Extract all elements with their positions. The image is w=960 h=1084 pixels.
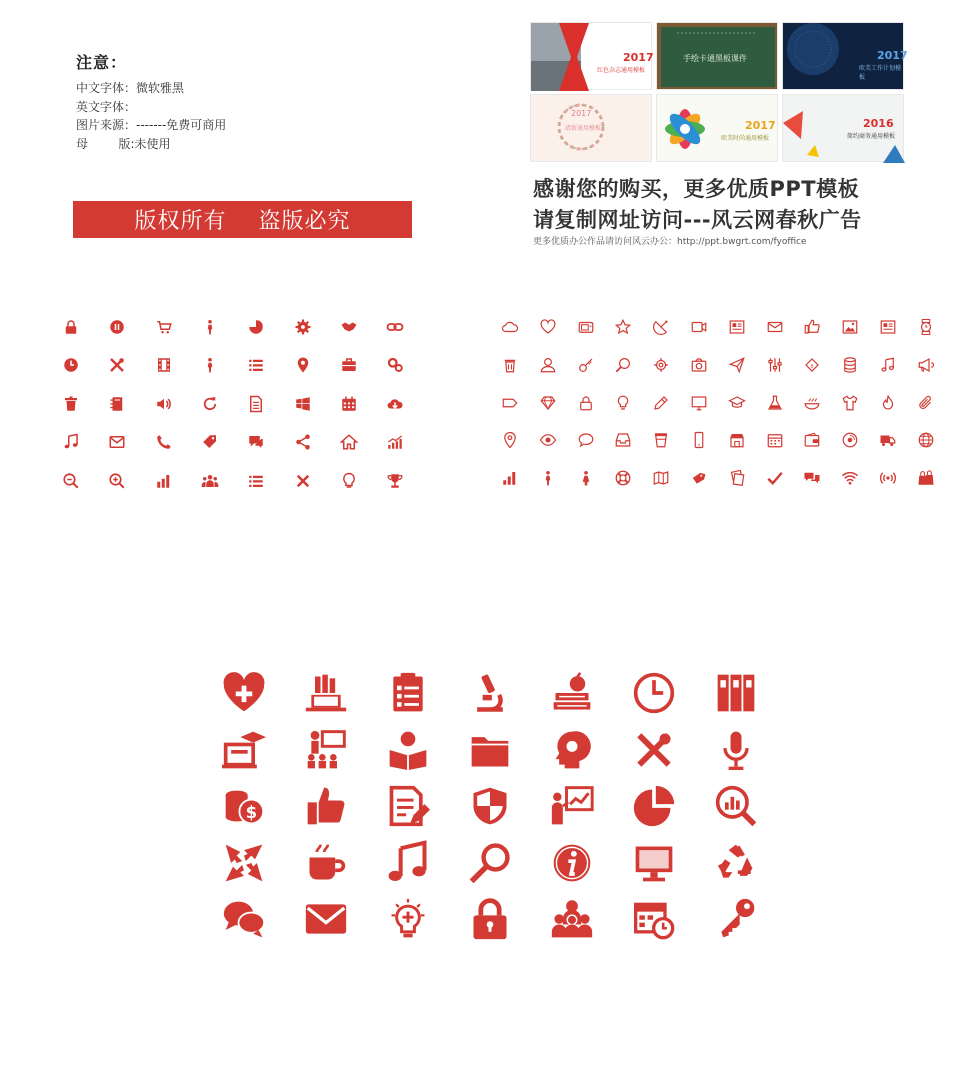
thumbs-up-icon <box>803 318 821 336</box>
camera-icon <box>690 356 708 374</box>
recycle-icon <box>714 841 758 885</box>
windows-icon <box>294 395 312 413</box>
price-tag-icon <box>690 469 708 487</box>
gear-icon <box>294 318 312 336</box>
man-icon <box>539 469 557 487</box>
heart-icon <box>539 318 557 336</box>
volume-icon <box>155 395 173 413</box>
lifebuoy-icon <box>614 469 632 487</box>
pencil-icon <box>652 394 670 412</box>
reader-icon <box>386 728 430 772</box>
phone-icon <box>155 433 173 451</box>
banner-right-text: 盗版必究 <box>258 209 351 234</box>
trophy-icon <box>386 472 404 490</box>
growth-chart-icon <box>386 433 404 451</box>
diamond-icon <box>539 394 557 412</box>
broadcast-icon <box>879 469 897 487</box>
user-icon <box>539 356 557 374</box>
thumbnail-year: 2017 <box>623 51 654 64</box>
shield-icon <box>468 784 512 828</box>
mail-icon <box>766 318 784 336</box>
home-icon <box>340 433 358 451</box>
template-thumbnails <box>530 22 908 163</box>
cup-icon <box>652 431 670 449</box>
image-icon <box>841 318 859 336</box>
group-icon <box>201 472 219 490</box>
tag-icon <box>501 394 519 412</box>
gears-icon <box>386 356 404 374</box>
bar-chart-icon <box>155 472 173 490</box>
clock-icon <box>62 356 80 374</box>
graduation-icon <box>728 394 746 412</box>
calendar-icon <box>766 431 784 449</box>
send-icon <box>728 356 746 374</box>
cart-icon <box>155 318 173 336</box>
disc-icon <box>841 431 859 449</box>
handshake-icon <box>340 318 358 336</box>
info-icon <box>550 841 594 885</box>
analytics-search-icon <box>714 784 758 828</box>
thumbnail-title: 清新通用模板 <box>565 125 602 132</box>
graduate-laptop-icon <box>222 728 266 772</box>
thumbnail-year: 2016 <box>863 117 894 130</box>
phone-icon <box>690 431 708 449</box>
thumbnail-title: 红色杂志通用模板 <box>597 67 646 74</box>
store-icon <box>728 431 746 449</box>
tag-icon <box>201 433 219 451</box>
film-icon <box>155 356 173 374</box>
tools-icon <box>108 356 126 374</box>
thumbnail-title: 欧美工作计划模板 <box>859 65 902 81</box>
truck-icon <box>879 431 897 449</box>
note-master: 母 版:未使用 <box>76 136 171 151</box>
notes-panel <box>76 50 226 153</box>
tools-icon <box>632 728 676 772</box>
trash-icon <box>62 395 80 413</box>
svg-text:$: $ <box>810 363 815 370</box>
music-icon <box>62 433 80 451</box>
note-font-en: 英文字体： <box>76 99 137 114</box>
thumbnail-year: 2017 <box>745 119 776 132</box>
calendar-clock-icon <box>632 897 676 941</box>
megaphone-icon <box>917 356 935 374</box>
copyright-banner <box>73 201 412 238</box>
chat-icon <box>247 433 265 451</box>
thumbnail-title: 欧美时尚通用模板 <box>721 135 770 142</box>
key-icon <box>577 356 595 374</box>
thumbnail-year: 2017 <box>571 109 592 118</box>
briefcase-icon <box>340 356 358 374</box>
thumbnail-year: 2017 <box>877 49 908 62</box>
chat-bubbles-icon <box>803 469 821 487</box>
monitor-icon <box>632 841 676 885</box>
envelope-icon <box>304 897 348 941</box>
inbox-icon <box>614 431 632 449</box>
key-icon <box>714 897 758 941</box>
newspaper-icon <box>879 318 897 336</box>
thumbnail-floral[interactable] <box>530 94 652 162</box>
link-icon <box>386 318 404 336</box>
thumbnail-triangles[interactable] <box>782 94 904 162</box>
idea-bulb-icon <box>386 897 430 941</box>
document-icon <box>247 395 265 413</box>
coffee-icon <box>304 841 348 885</box>
monitor-icon <box>690 394 708 412</box>
mail-icon <box>108 433 126 451</box>
cloud-download-icon <box>386 395 404 413</box>
news-icon <box>728 318 746 336</box>
clipboard-icon <box>386 671 430 715</box>
thumbs-up-icon <box>304 784 348 828</box>
bar-chart-icon <box>501 469 519 487</box>
promo-line-1: 感谢您的购买，更多优质PPT模板 <box>533 177 860 201</box>
microphone-icon <box>714 728 758 772</box>
man-icon <box>201 356 219 374</box>
woman-icon <box>577 469 595 487</box>
tv-icon <box>577 318 595 336</box>
share-icon <box>294 433 312 451</box>
thumbnail-red-magazine[interactable] <box>530 22 652 90</box>
promo-text <box>533 175 913 247</box>
presentation-icon <box>550 784 594 828</box>
location-pin-icon <box>294 356 312 374</box>
cloud-icon <box>501 318 519 336</box>
bulb-icon <box>614 394 632 412</box>
thumbnail-title: 简约商务通用模板 <box>847 133 896 140</box>
document-edit-icon <box>386 784 430 828</box>
person-icon <box>201 318 219 336</box>
magnifier-icon <box>468 841 512 885</box>
padlock-icon <box>468 897 512 941</box>
notes-icon <box>728 469 746 487</box>
food-icon <box>803 394 821 412</box>
promo-url[interactable]: 更多优质办公作品请访问风云办公：http://ppt.bwgrt.com/fyoffice <box>533 237 807 247</box>
tshirt-icon <box>841 394 859 412</box>
teacher-class-icon <box>304 728 348 772</box>
database-icon <box>841 356 859 374</box>
coins-icon <box>222 784 266 828</box>
star-icon <box>614 318 632 336</box>
lock-icon <box>62 318 80 336</box>
globe-icon <box>917 431 935 449</box>
sliders-icon <box>766 356 784 374</box>
zoom-in-icon <box>108 472 126 490</box>
notes-title: 注意： <box>76 53 128 72</box>
location-icon <box>501 431 519 449</box>
list-icon <box>247 356 265 374</box>
note-image-source: 图片来源：-------免费可商用 <box>76 118 227 132</box>
settings-icon <box>652 356 670 374</box>
wifi-icon <box>841 469 859 487</box>
arrows-in-icon <box>222 841 266 885</box>
trash-icon <box>501 356 519 374</box>
paperclip-icon <box>917 394 935 412</box>
chat-bubbles-icon <box>222 897 266 941</box>
music-note-icon <box>386 841 430 885</box>
zoom-out-icon <box>62 472 80 490</box>
thumbnail-flower[interactable] <box>656 94 778 162</box>
video-icon <box>690 318 708 336</box>
eye-icon <box>539 431 557 449</box>
calendar-icon <box>340 395 358 413</box>
list-icon <box>247 472 265 490</box>
folder-icon <box>468 728 512 772</box>
close-icon <box>294 472 312 490</box>
flask-icon <box>766 394 784 412</box>
clock-icon <box>632 671 676 715</box>
ticket-icon <box>803 356 821 374</box>
promo-line-2: 请复制网址访问---风云网春秋广告 <box>533 208 862 232</box>
bulb-icon <box>340 472 358 490</box>
pie-chart-icon <box>247 318 265 336</box>
refresh-icon <box>201 395 219 413</box>
satellite-icon <box>652 318 670 336</box>
laptop-books-icon <box>304 671 348 715</box>
pause-icon <box>108 318 126 336</box>
microscope-icon <box>468 671 512 715</box>
lock-icon <box>577 394 595 412</box>
check-icon <box>766 469 784 487</box>
chat-icon <box>577 431 595 449</box>
thumbnail-dark-blue[interactable] <box>782 22 908 90</box>
thumbnail-title: 手绘卡通黑板课件 <box>683 54 747 63</box>
binders-icon <box>714 671 758 715</box>
music-icon <box>879 356 897 374</box>
fire-icon <box>879 394 897 412</box>
pie-chart-icon <box>632 784 676 828</box>
search-icon <box>614 356 632 374</box>
watch-icon <box>917 318 935 336</box>
shopping-bags-icon <box>917 469 935 487</box>
note-font-cn: 中文字体：微软雅黑 <box>76 81 185 95</box>
books-apple-icon <box>550 671 594 715</box>
heart-plus-icon <box>222 671 266 715</box>
team-icon <box>550 897 594 941</box>
banner-left-text: 版权所有 <box>134 209 227 234</box>
svg-text:$: $ <box>245 802 258 822</box>
map-icon <box>652 469 670 487</box>
thumbnail-chalkboard[interactable] <box>656 22 778 90</box>
notebook-icon <box>108 395 126 413</box>
wallet-icon <box>803 431 821 449</box>
head-idea-icon <box>550 728 594 772</box>
